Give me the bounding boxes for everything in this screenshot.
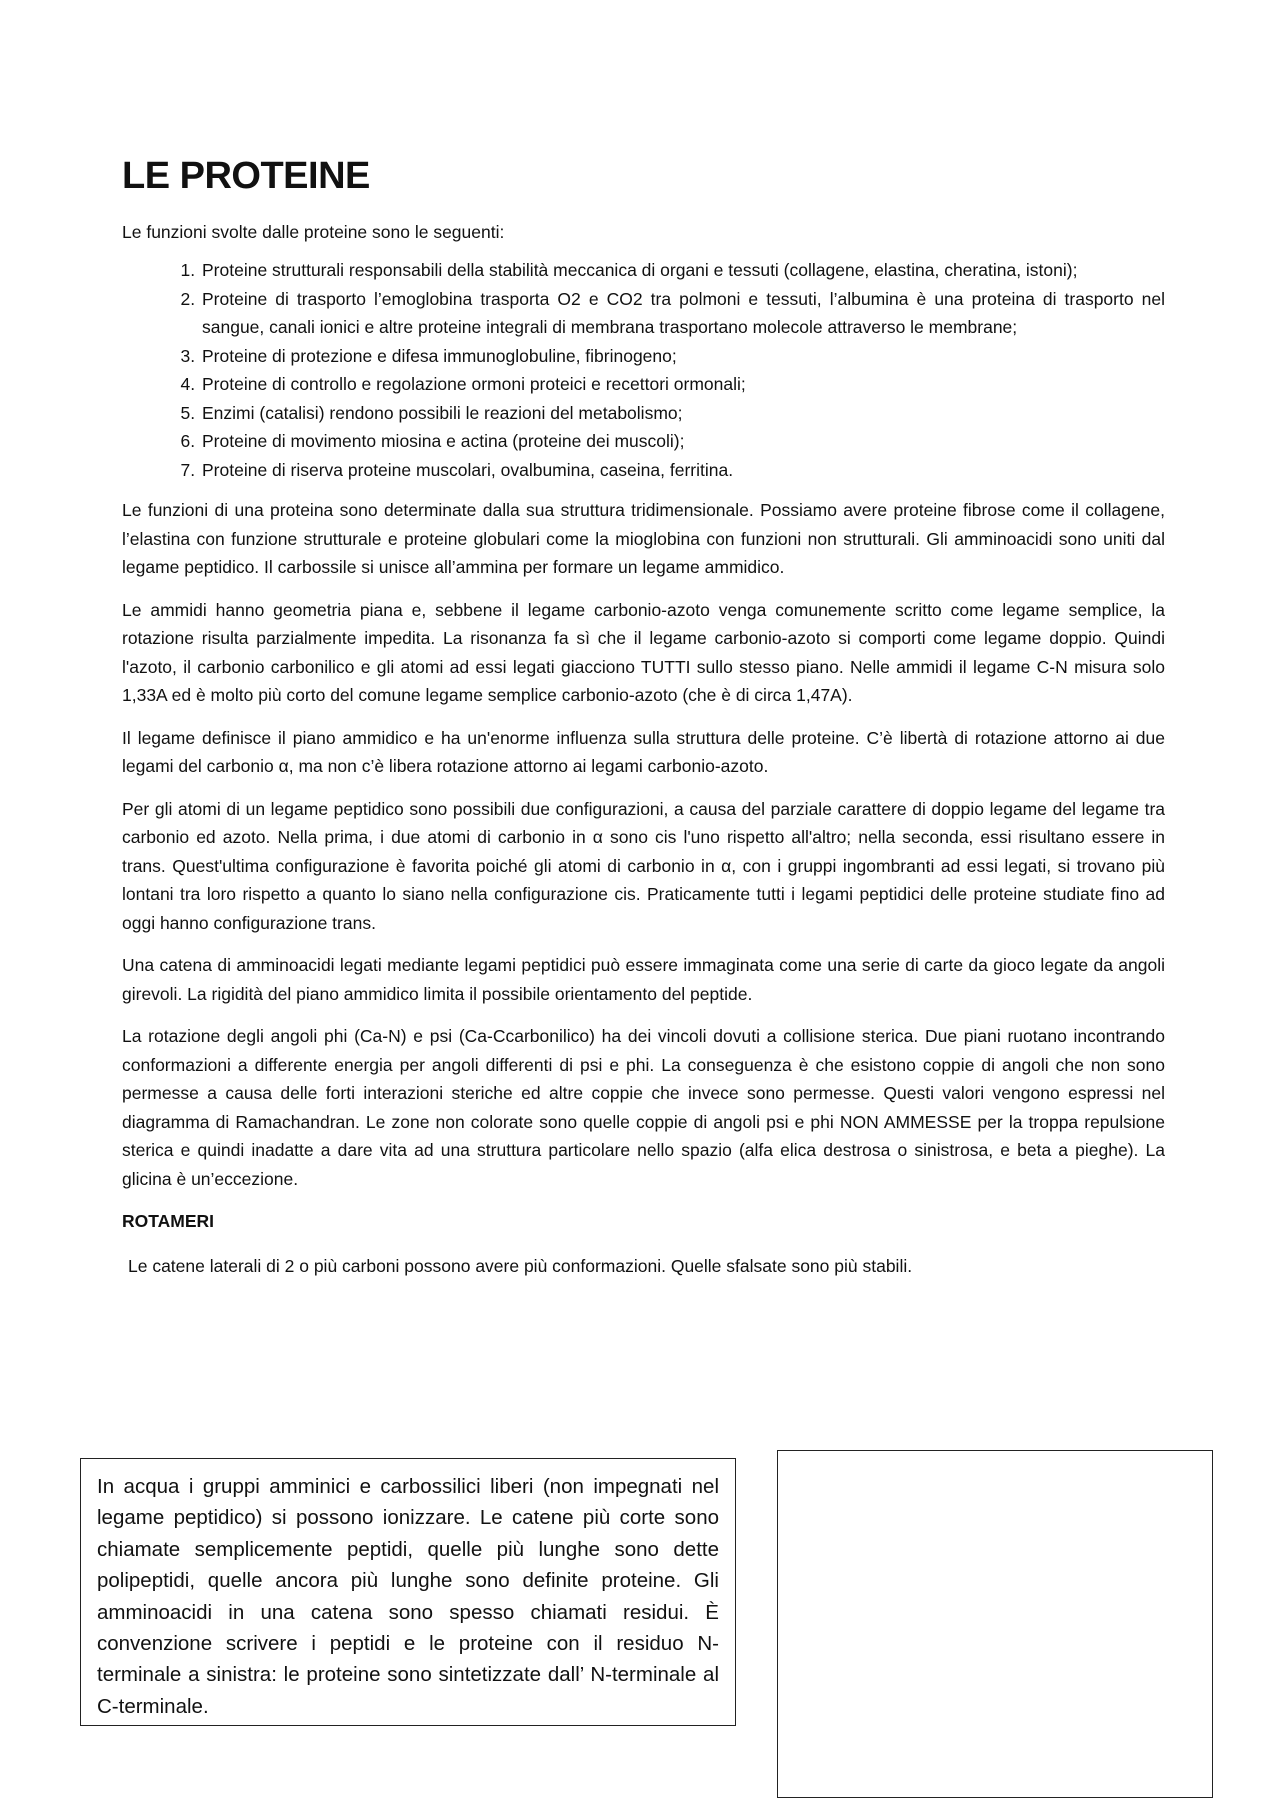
document-body	[122, 155, 1165, 1280]
list-item: 6. Proteine di movimento miosina e actina (proteine dei muscoli);	[200, 427, 1165, 456]
paragraph-chain: Una catena di amminoacidi legati mediante legami peptidici può essere immaginata come una serie di carte da gioco legate da angoli girevoli. La rigidità del piano ammidico limita il possibile orientamento del peptide.	[122, 955, 1165, 1004]
functions-list	[122, 256, 1165, 484]
paragraph-amides: Le ammidi hanno geometria piana e, sebbene il legame carbonio-azoto venga comunemente scritto come legame semplice, la rotazione risulta parzialmente impedita. La risonanza fa sì che il legame carbonio-azoto si comporti come legame doppio. Quindi l'azoto, il carbonio carbonilico e gli atomi ad essi legati giacciono TUTTI sullo stesso piano. Nelle ammidi il legame C-N misura solo 1,33A ed è molto più corto del comune legame semplice carbonio-azoto (che è di circa 1,47A).	[122, 599, 1165, 705]
intro-text: Le funzioni svolte dalle proteine sono le seguenti:	[122, 222, 505, 242]
rotameri-heading: ROTAMERI	[122, 1211, 215, 1231]
list-item: 3. Proteine di protezione e difesa immunoglobuline, fibrinogeno;	[200, 342, 1165, 371]
page-title: LE PROTEINE	[122, 155, 370, 197]
rotameri-text: Le catene laterali di 2 o più carboni possono avere più conformazioni. Quelle sfalsate sono più stabili.	[128, 1256, 913, 1276]
paragraph-amide-plane: Il legame definisce il piano ammidico e ha un'enorme influenza sulla struttura delle proteine. C’è libertà di rotazione attorno ai due legami del carbonio α, ma non c’è libera rotazione attorno ai legami carbonio-azoto.	[122, 727, 1165, 776]
image-placeholder-frame	[777, 1450, 1213, 1798]
paragraph-structure: Le funzioni di una proteina sono determinate dalla sua struttura tridimensionale. Possiamo avere proteine fibrose come il collagene, l’elastina con funzione strutturale e proteine globulari come la mioglobina con funzioni non strutturali. Gli amminoacidi sono uniti dal legame peptidico. Il carbossile si unisce all’ammina per formare un legame ammidico.	[122, 500, 1165, 577]
list-item: 5. Enzimi (catalisi) rendono possibili le reazioni del metabolismo;	[200, 399, 1165, 428]
list-item: 4. Proteine di controllo e regolazione ormoni proteici e recettori ormonali;	[200, 370, 1165, 399]
list-item: 7. Proteine di riserva proteine muscolari, ovalbumina, caseina, ferritina.	[200, 456, 1165, 485]
paragraph-configurations: Per gli atomi di un legame peptidico sono possibili due configurazioni, a causa del parziale carattere di doppio legame del legame tra carbonio ed azoto. Nella prima, i due atomi di carbonio in α sono cis l'uno rispetto all'altro; nella seconda, essi risultano essere in trans. Quest'ultima configurazione è favorita poiché gli atomi di carbonio in α, con i gruppi ingombranti ad essi legati, si trovano più lontani tra loro rispetto a quanto lo siano nella configurazione cis. Praticamente tutti i legami peptidici delle proteine studiate fino ad oggi hanno configurazione trans.	[122, 798, 1165, 933]
peptide-textbox: In acqua i gruppi amminici e carbossilici liberi (non impegnati nel legame peptidico) si possono ionizzare. Le catene più corte sono chiamate semplicemente peptidi, quelle più lunghe sono dette polipeptidi, quelle ancora più lunghe sono definite proteine. Gli amminoacidi in una catena sono spesso chiamati residui. È convenzione scrivere i peptidi e le proteine con il residuo N-terminale a sinistra: le proteine sono sintetizzate dall’ N-terminale al C-terminale.	[80, 1458, 736, 1726]
list-item: 2. Proteine di trasporto l’emoglobina trasporta O2 e CO2 tra polmoni e tessuti, l’albumina è una proteina di trasporto nel sangue, canali ionici e altre proteine integrali di membrana trasportano molecole attraverso le membrane;	[200, 285, 1165, 342]
paragraph-ramachandran: La rotazione degli angoli phi (Ca-N) e psi (Ca-Ccarbonilico) ha dei vincoli dovuti a collisione sterica. Due piani ruotano incontrando conformazioni a differente energia per angoli differenti di psi e phi. La conseguenza è che esistono coppie di angoli che non sono permesse a causa delle forti interazioni steriche ed altre coppie che invece sono permesse. Questi valori vengono espressi nel diagramma di Ramachandran. Le zone non colorate sono quelle coppie di angoli psi e phi NON AMMESSE per la troppa repulsione sterica e quindi inadatte a dare vita ad una struttura particolare nello spazio (alfa elica destrosa o sinistrosa, e beta a pieghe). La glicina è un’eccezione.	[122, 1026, 1165, 1189]
list-item: 1. Proteine strutturali responsabili della stabilità meccanica di organi e tessuti (collagene, elastina, cheratina, istoni);	[200, 256, 1165, 285]
